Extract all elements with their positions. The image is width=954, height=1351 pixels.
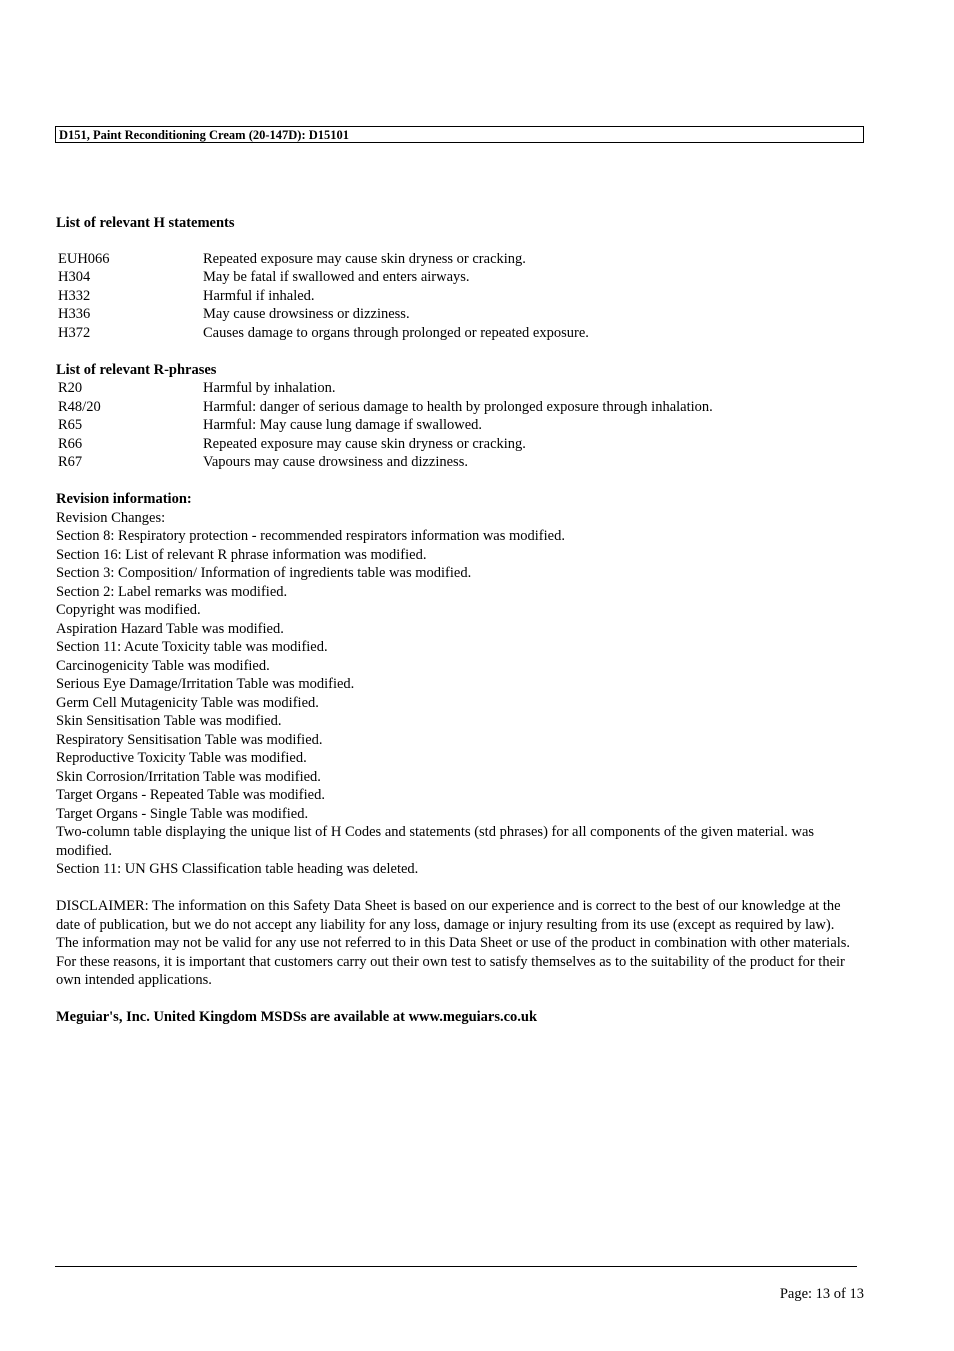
revision-line: Skin Corrosion/Irritation Table was modified. bbox=[56, 768, 321, 785]
h-statements-heading: List of relevant H statements bbox=[56, 215, 235, 231]
revision-line: Respiratory Sensitisation Table was modified. bbox=[56, 731, 323, 748]
h-statement-row bbox=[58, 324, 856, 343]
revision-line: Target Organs - Single Table was modified. bbox=[56, 805, 309, 822]
statement-text: May cause drowsiness or dizziness. bbox=[203, 306, 410, 322]
h-statement-row bbox=[58, 287, 856, 306]
statement-text: May be fatal if swallowed and enters airways. bbox=[203, 269, 470, 285]
statement-text: Harmful if inhaled. bbox=[203, 287, 315, 304]
statement-text: Harmful: May cause lung damage if swallowed. bbox=[203, 417, 483, 433]
revision-line: Aspiration Hazard Table was modified. bbox=[56, 620, 284, 637]
statement-text: Harmful: danger of serious damage to health by prolonged exposure through inhalation. bbox=[203, 398, 713, 415]
footer-divider bbox=[55, 1266, 857, 1267]
code-cell: R67 bbox=[58, 454, 83, 470]
revision-line: Section 16: List of relevant R phrase information was modified. bbox=[56, 546, 427, 563]
document-title: D151, Paint Reconditioning Cream (20-147D): D15101 bbox=[59, 128, 350, 142]
h-statement-row bbox=[58, 305, 856, 324]
document-body bbox=[56, 214, 856, 1027]
revision-two-column-note: Two-column table displaying the unique list of H Codes and statements (std phrases) for all components of the given material. was modified. bbox=[56, 824, 815, 859]
revision-heading: Revision information: bbox=[56, 491, 192, 507]
h-statement-row bbox=[58, 250, 856, 269]
code-cell: R20 bbox=[58, 380, 83, 396]
h-statement-row bbox=[58, 268, 856, 287]
revision-line: Skin Sensitisation Table was modified. bbox=[56, 713, 282, 729]
code-cell: H332 bbox=[58, 287, 91, 304]
r-phrase-row bbox=[58, 435, 856, 454]
revision-last-line: Section 11: UN GHS Classification table heading was deleted. bbox=[56, 861, 419, 877]
h-statements-table bbox=[58, 250, 856, 343]
revision-line: Target Organs - Repeated Table was modified. bbox=[56, 787, 325, 803]
statement-text: Causes damage to organs through prolonged or repeated exposure. bbox=[203, 324, 589, 341]
code-cell: H336 bbox=[58, 306, 91, 322]
revision-line: Reproductive Toxicity Table was modified. bbox=[56, 750, 307, 766]
statement-text: Repeated exposure may cause skin dryness or cracking. bbox=[203, 250, 526, 267]
revision-line: Copyright was modified. bbox=[56, 602, 201, 618]
r-phrase-row bbox=[58, 379, 856, 398]
code-cell: R66 bbox=[58, 435, 83, 452]
statement-text: Vapours may cause drowsiness and dizziness. bbox=[203, 454, 468, 470]
revision-line: Serious Eye Damage/Irritation Table was modified. bbox=[56, 676, 355, 692]
page-number: Page: 13 of 13 bbox=[779, 1286, 864, 1302]
revision-line: Section 8: Respiratory protection - recommended respirators information was modified. bbox=[56, 528, 565, 544]
code-cell: R65 bbox=[58, 417, 83, 433]
statement-text: Repeated exposure may cause skin dryness or cracking. bbox=[203, 435, 526, 452]
disclaimer-text: DISCLAIMER: The information on this Safety Data Sheet is based on our experience and is correct to the best of our knowledge at the date of publication, but we do not accept any liability for any loss, damage or injury resulting from its use (except as required by law). The information may not be valid for any use not referred to in this Data Sheet or use of the product in combination with other materials. For these reasons, it is important that customers carry out their own test to satisfy themselves as to the suitability of the product for their own intended applications. bbox=[56, 898, 851, 988]
code-cell: H304 bbox=[58, 269, 91, 285]
r-phrase-row bbox=[58, 453, 856, 472]
code-cell: EUH066 bbox=[58, 250, 110, 267]
r-phrase-row bbox=[58, 398, 856, 417]
revision-list bbox=[56, 509, 856, 824]
r-phrase-row bbox=[58, 416, 856, 435]
statement-text: Harmful by inhalation. bbox=[203, 380, 336, 396]
revision-line: Section 3: Composition/ Information of ingredients table was modified. bbox=[56, 565, 472, 581]
r-phrases-table bbox=[58, 379, 856, 472]
code-cell: H372 bbox=[58, 324, 91, 341]
code-cell: R48/20 bbox=[58, 398, 101, 415]
revision-line: Carcinogenicity Table was modified. bbox=[56, 657, 270, 674]
r-phrases-heading: List of relevant R-phrases bbox=[56, 361, 217, 378]
revision-line: Germ Cell Mutagenicity Table was modified. bbox=[56, 694, 319, 711]
document-header bbox=[55, 126, 864, 143]
msds-availability-note: Meguiar's, Inc. United Kingdom MSDSs are available at www.meguiars.co.uk bbox=[56, 1009, 538, 1025]
revision-line: Revision Changes: bbox=[56, 509, 166, 526]
revision-line: Section 11: Acute Toxicity table was modified. bbox=[56, 639, 328, 655]
revision-line: Section 2: Label remarks was modified. bbox=[56, 583, 288, 600]
